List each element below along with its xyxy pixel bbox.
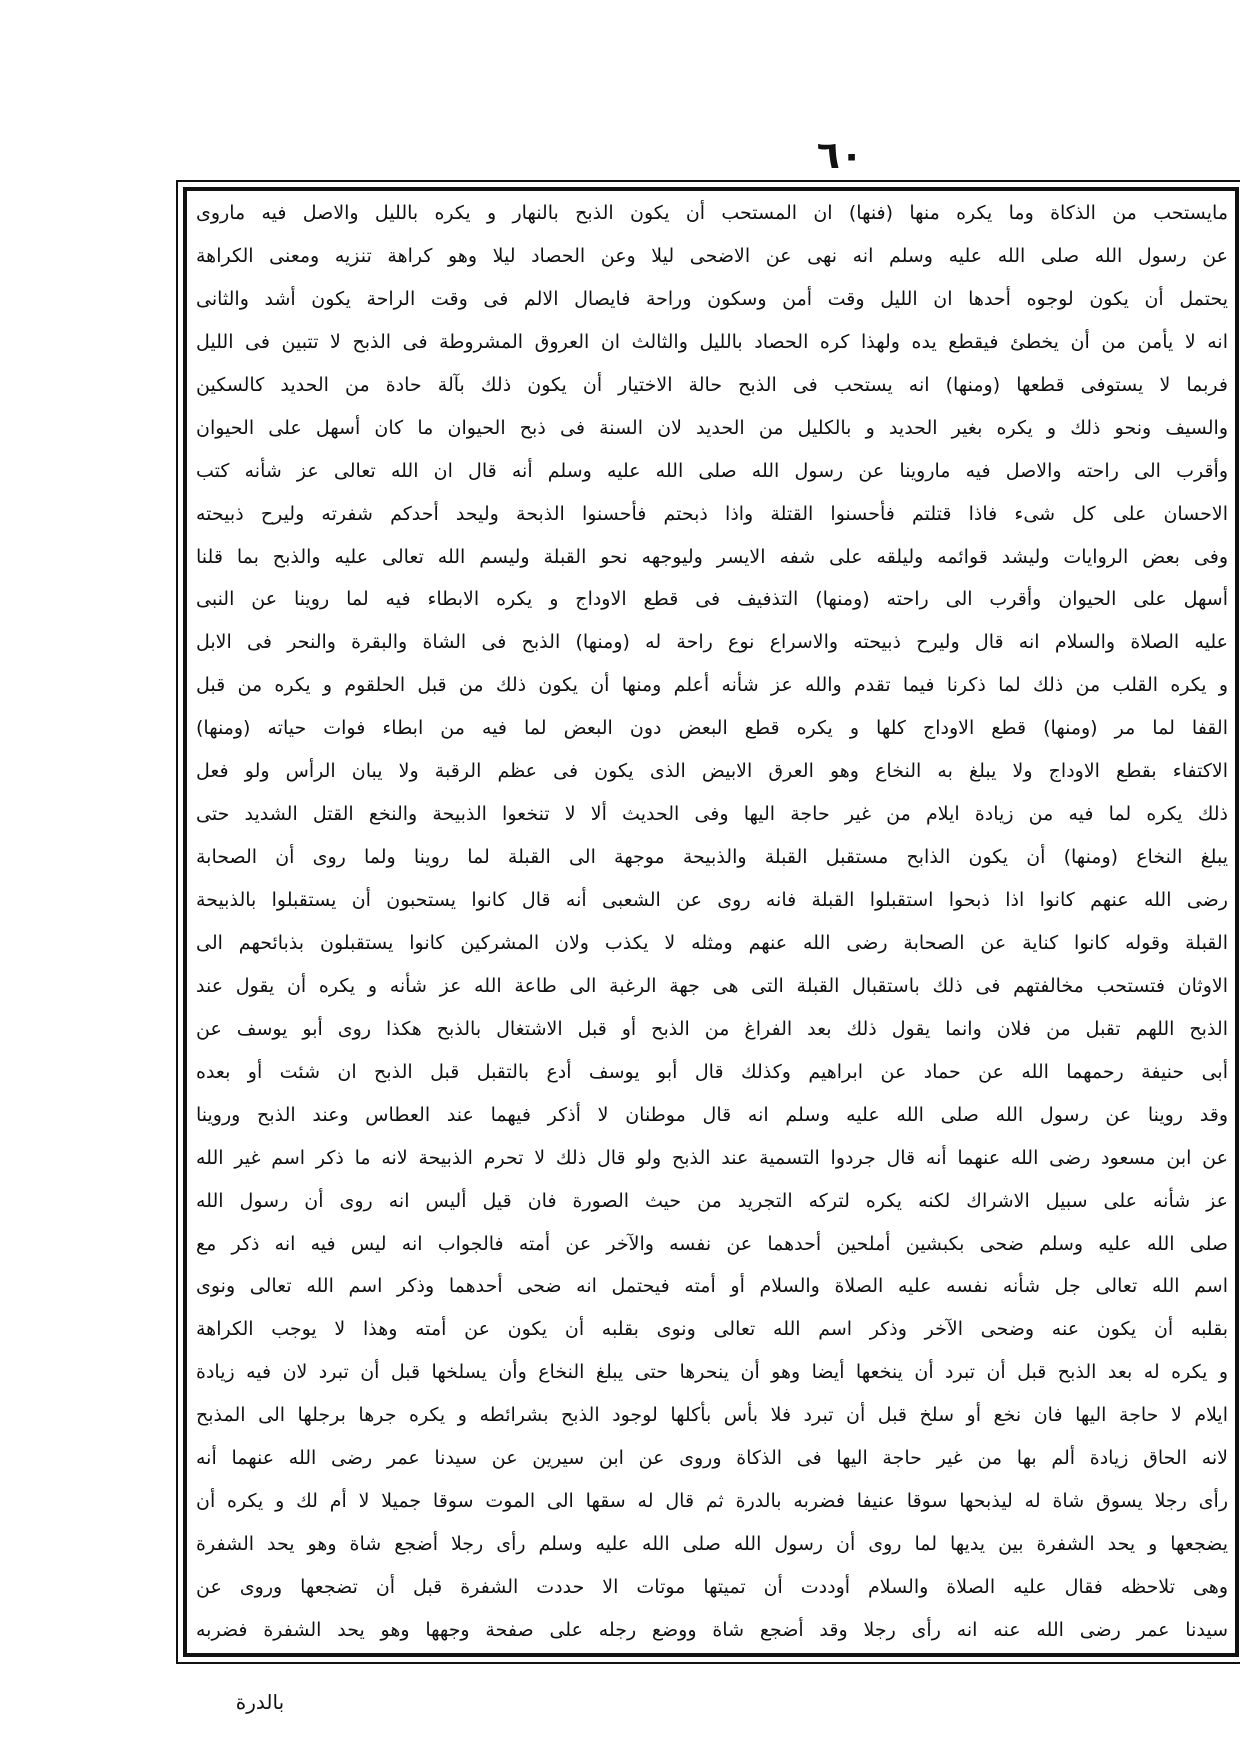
text-line: و يكره القلب من ذلك لما ذكرنا فيما تقدم والله عز شأنه أعلم ومنها أن يكون ذلك من قبل الحلقوم و يكره من قبل bbox=[196, 674, 1228, 697]
text-line: وقد روينا عن رسول الله صلى الله عليه وسلم انه قال موطنان لا أذكر فيهما عند العطاس وعند الذبح وروينا bbox=[196, 1103, 1228, 1126]
text-line: الاحسان على كل شىء فاذا قتلتم فأحسنوا القتلة واذا ذبحتم فأحسنوا الذبحة وليحد أحدكم شفرته وليرح ذبيحته bbox=[196, 502, 1228, 525]
text-line: ايلام لا حاجة اليها فان نخع أو سلخ قبل أن تبرد فلا بأس بأكلها لوجود الذبح بشرائطه و يكره جرها برجلها الى المذبح bbox=[196, 1404, 1228, 1427]
text-line: لانه الحاق زيادة ألم بها من غير حاجة اليها فى الذكاة وروى عن ابن سيرين عن سيدنا عمر رضى الله عنهما أنه bbox=[196, 1447, 1228, 1470]
text-line: أسهل على الحيوان وأقرب الى راحته (ومنها) التذفيف فى قطع الاوداج و يكره الابطاء فيه لما روينا عن النبى bbox=[196, 588, 1228, 611]
catchword: بالدرة bbox=[235, 1690, 285, 1714]
text-line: ذلك يكره لما فيه من زيادة ايلام من غير حاجة اليها وفى الحديث ألا لا تنخعوا الذبيحة والنخع القتل الشديد حتى bbox=[196, 803, 1228, 826]
text-line: صلى الله عليه وسلم ضحى بكبشين أملحين أحدهما عن نفسه والآخر عن أمته فالجواب انه ليس فيه انه ذكر مع bbox=[196, 1232, 1228, 1255]
text-line: الاوثان فتستحب مخالفتهم فى ذلك باستقبال القبلة التى هى جهة الرغبة الى طاعة الله عز شأنه و يكره أن يقول عند bbox=[196, 974, 1228, 997]
text-line: رضى الله عنهم كانوا اذا ذبحوا استقبلوا القبلة فانه روى عن الشعبى أنه قال كانوا يستحبون أن يستقبلوا بالذبيحة bbox=[196, 889, 1228, 911]
text-body bbox=[196, 196, 1228, 1648]
text-line: وأقرب الى راحته والاصل فيه ماروينا عن رسول الله صلى الله عليه وسلم أنه قال ان الله تعالى عز شأنه كتب bbox=[196, 459, 1228, 482]
page-number: ٦٠ bbox=[816, 133, 864, 177]
text-line: سيدنا عمر رضى الله عنه انه رأى رجلا وقد أضجع شاة ووضع رجله على صفحة وجهها وهو يحد الشفرة فضربه bbox=[196, 1618, 1228, 1641]
text-line: انه لا يأمن من أن يخطئ فيقطع يده ولهذا كره الحصاد بالليل والثالث ان العروق المشروطة فى الذبح لا تتبين فى الليل bbox=[196, 330, 1228, 353]
text-line: رأى رجلا يسوق شاة له ليذبحها سوقا عنيفا فضربه بالدرة ثم قال له سقها الى الموت سوقا جميلا لا أم لك و يكره أن bbox=[196, 1490, 1228, 1513]
text-line: القبلة وقوله كانوا كناية عن الصحابة رضى الله عنهم ومثله لا يكذب ولان المشركين كانوا يستقبلون بذبائحهم الى bbox=[196, 931, 1228, 954]
text-line: يحتمل أن يكون لوجوه أحدها ان الليل وقت أمن وسكون وراحة فايصال الالم فى وقت الراحة يكون أشد والثانى bbox=[196, 287, 1228, 310]
text-line: عليه الصلاة والسلام انه قال وليرح ذبيحته والاسراع نوع راحة له (ومنها) الذبح فى الشاة والبقرة والنحر فى الابل bbox=[196, 631, 1228, 654]
text-line: عن رسول الله صلى الله عليه وسلم انه نهى عن الاضحى ليلا وعن الحصاد ليلا وهو كراهة تنزيه ومعنى الكراهة bbox=[196, 244, 1228, 267]
text-line: الاكتفاء بقطع الاوداج ولا يبلغ به النخاع وهو العرق الابيض الذى يكون فى عظم الرقبة ولا يبان الرأس ولو فعل bbox=[196, 760, 1228, 783]
text-line: يضجعها و يحد الشفرة بين يديها لما روى أن رسول الله صلى الله عليه وسلم رأى رجلا أضجع شاة وهو يحد الشفرة bbox=[196, 1533, 1228, 1556]
text-line: أبى حنيفة رحمهما الله عن حماد عن ابراهيم وكذلك قال أبو يوسف أدع بالتقبل قبل الذبح ان شئت أو بعده bbox=[196, 1060, 1228, 1083]
text-line: وهى تلاحظه فقال عليه الصلاة والسلام أوددت أن تميتها موتات الا حددت الشفرة قبل أن تضجعها وروى عن bbox=[196, 1576, 1228, 1598]
text-line: القفا لما مر (ومنها) قطع الاوداج كلها و يكره قطع البعض دون البعض لما فيه من ابطاء فوات حياته (ومنها) bbox=[196, 717, 1228, 740]
text-line: و يكره له بعد الذبح قبل أن تبرد أن ينخعها أيضا وهو أن ينحرها حتى يبلغ النخاع وأن يسلخها قبل أن تبرد لان فيه زيادة bbox=[196, 1361, 1228, 1384]
text-line: الذبح اللهم تقبل من فلان وانما يقول ذلك بعد الفراغ من الذبح أو قبل الاشتغال بالذبح هكذا روى أبو يوسف عن bbox=[196, 1017, 1228, 1040]
text-line: فربما لا يستوفى قطعها (ومنها) انه يستحب فى الذبح حالة الاختيار أن يكون ذلك بآلة حادة من الحديد كالسكين bbox=[196, 373, 1228, 396]
text-line: بقلبه أن يكون عنه وضحى الآخر وذكر اسم الله تعالى ونوى بقلبه أن يكون عن أمته وهذا لا يوجب الكراهة bbox=[196, 1318, 1228, 1341]
text-line: عن ابن مسعود رضى الله عنهما أنه قال جردوا التسمية عند الذبح ولو قال ذلك لا تحرم الذبيحة لانه ما ذكر اسم غير الله bbox=[196, 1146, 1228, 1169]
text-line: مايستحب من الذكاة وما يكره منها (فنها) ان المستحب أن يكون الذبح بالنهار و يكره بالليل والاصل فيه ماروى bbox=[196, 202, 1228, 224]
text-line: يبلغ النخاع (ومنها) أن يكون الذابح مستقبل القبلة والذبيحة موجهة الى القبلة لما روينا ولما روى أن الصحابة bbox=[196, 846, 1228, 869]
text-line: اسم الله تعالى جل شأنه نفسه عليه الصلاة والسلام أو أمته فيحتمل انه ضحى أحدهما وذكر اسم الله تعالى ونوى bbox=[196, 1275, 1228, 1298]
text-line: والسيف ونحو ذلك و يكره بغير الحديد و بالكليل من الحديد لان السنة فى ذبح الحيوان ما كان أسهل على الحيوان bbox=[196, 416, 1228, 439]
text-line: وفى بعض الروايات وليشد قوائمه وليلقه على شفه الايسر وليوجهه نحو القبلة وليسم الله تعالى عليه والذبح بما قلنا bbox=[196, 545, 1228, 568]
text-line: عز شأنه على سبيل الاشراك لكنه يكره لتركه التجريد من حيث الصورة فان قيل أليس انه روى أن رسول الله bbox=[196, 1189, 1228, 1212]
